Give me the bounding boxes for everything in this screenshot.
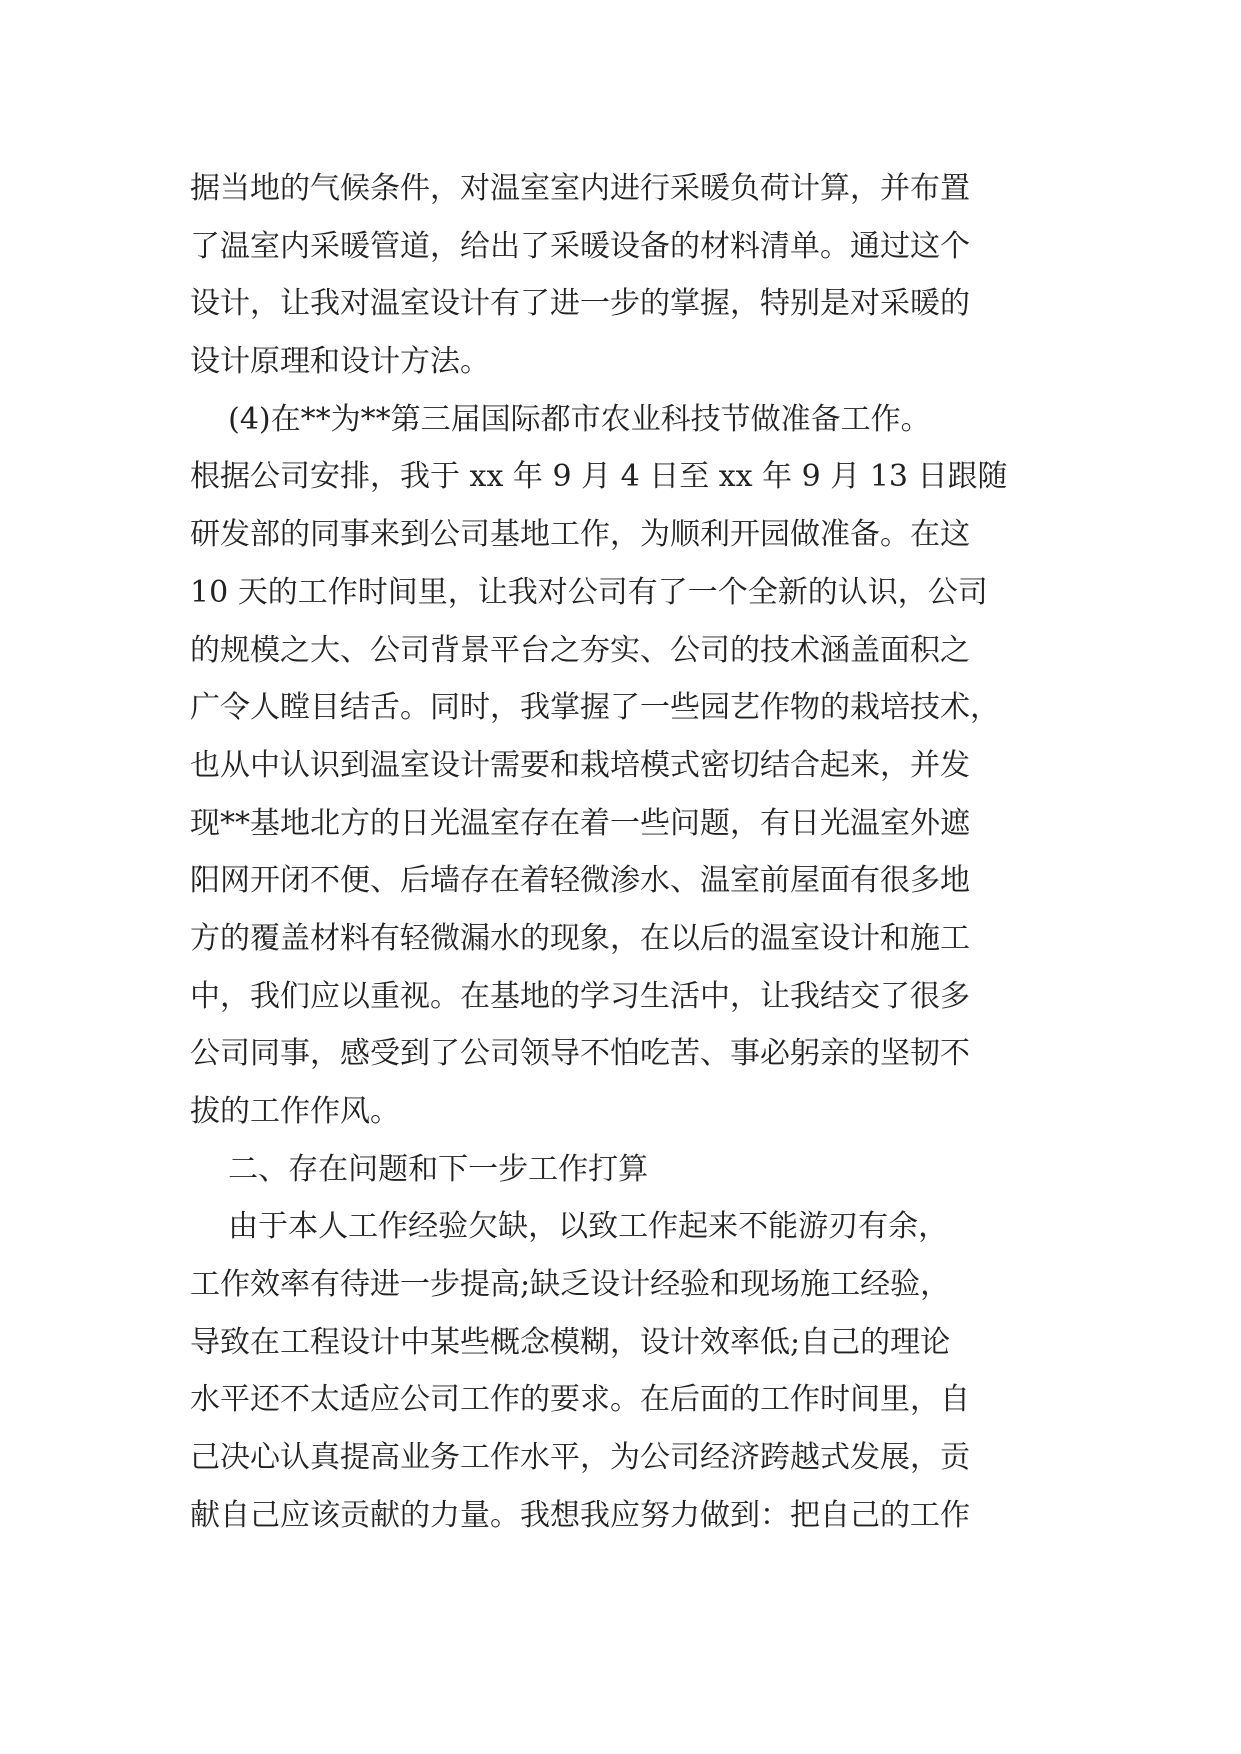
text-line: 水平还不太适应公司工作的要求。在后面的工作时间里，自 <box>190 1382 970 1418</box>
text-line: 公司同事，感受到了公司领导不怕吃苦、事必躬亲的坚韧不 <box>190 1036 970 1072</box>
text-line: 工作效率有待进一步提高;缺乏设计经验和现场施工经验， <box>190 1267 951 1303</box>
document-body <box>190 160 1070 1545</box>
text-line: 方的覆盖材料有轻微漏水的现象，在以后的温室设计和施工 <box>190 920 970 956</box>
text-line: 导致在工程设计中某些概念模糊，设计效率低;自己的理论 <box>190 1324 951 1360</box>
text-line: 己决心认真提高业务工作水平，为公司经济跨越式发展，贡 <box>190 1440 970 1476</box>
text-line: 拔的工作作风。 <box>190 1094 400 1129</box>
text-line: 据当地的气候条件，对温室室内进行采暖负荷计算，并布置 <box>190 171 970 206</box>
text-line: 现**基地北方的日光温室存在着一些问题，有日光温室外遮 <box>190 805 970 841</box>
text-line: 献自己应该贡献的力量。我想我应努力做到：把自己的工作 <box>190 1497 970 1533</box>
text-line: 由于本人工作经验欠缺，以致工作起来不能游刃有余， <box>190 1209 949 1245</box>
text-line: 广令人瞠目结舌。同时，我掌握了一些园艺作物的栽培技术， <box>190 690 1000 726</box>
text-line: 也从中认识到温室设计需要和栽培模式密切结合起来，并发 <box>190 747 970 783</box>
text-line: 10 天的工作时间里，让我对公司有了一个全新的认识，公司 <box>190 574 988 610</box>
text-line: 了温室内采暖管道，给出了采暖设备的材料清单。通过这个 <box>190 228 970 264</box>
text-line: 中，我们应以重视。在基地的学习生活中，让我结交了很多 <box>190 978 970 1014</box>
text-line: 研发部的同事来到公司基地工作，为顺利开园做准备。在这 <box>190 517 970 553</box>
text-line: (4)在**为**第三届国际都市农业科技节做准备工作。 <box>190 401 931 437</box>
text-line: 阳网开闭不便、后墙存在着轻微渗水、温室前屋面有很多地 <box>190 863 970 899</box>
text-line: 根据公司安排，我于 xx 年 9 月 4 日至 xx 年 9 月 13 日跟随 <box>190 459 1008 495</box>
text-line: 的规模之大、公司背景平台之夯实、公司的技术涵盖面积之 <box>190 632 970 668</box>
text-line: 设计原理和设计方法。 <box>190 344 490 380</box>
text-line: 设计，让我对温室设计有了进一步的掌握，特别是对采暖的 <box>190 286 970 322</box>
section-heading: 二、存在问题和下一步工作打算 <box>190 1151 649 1187</box>
